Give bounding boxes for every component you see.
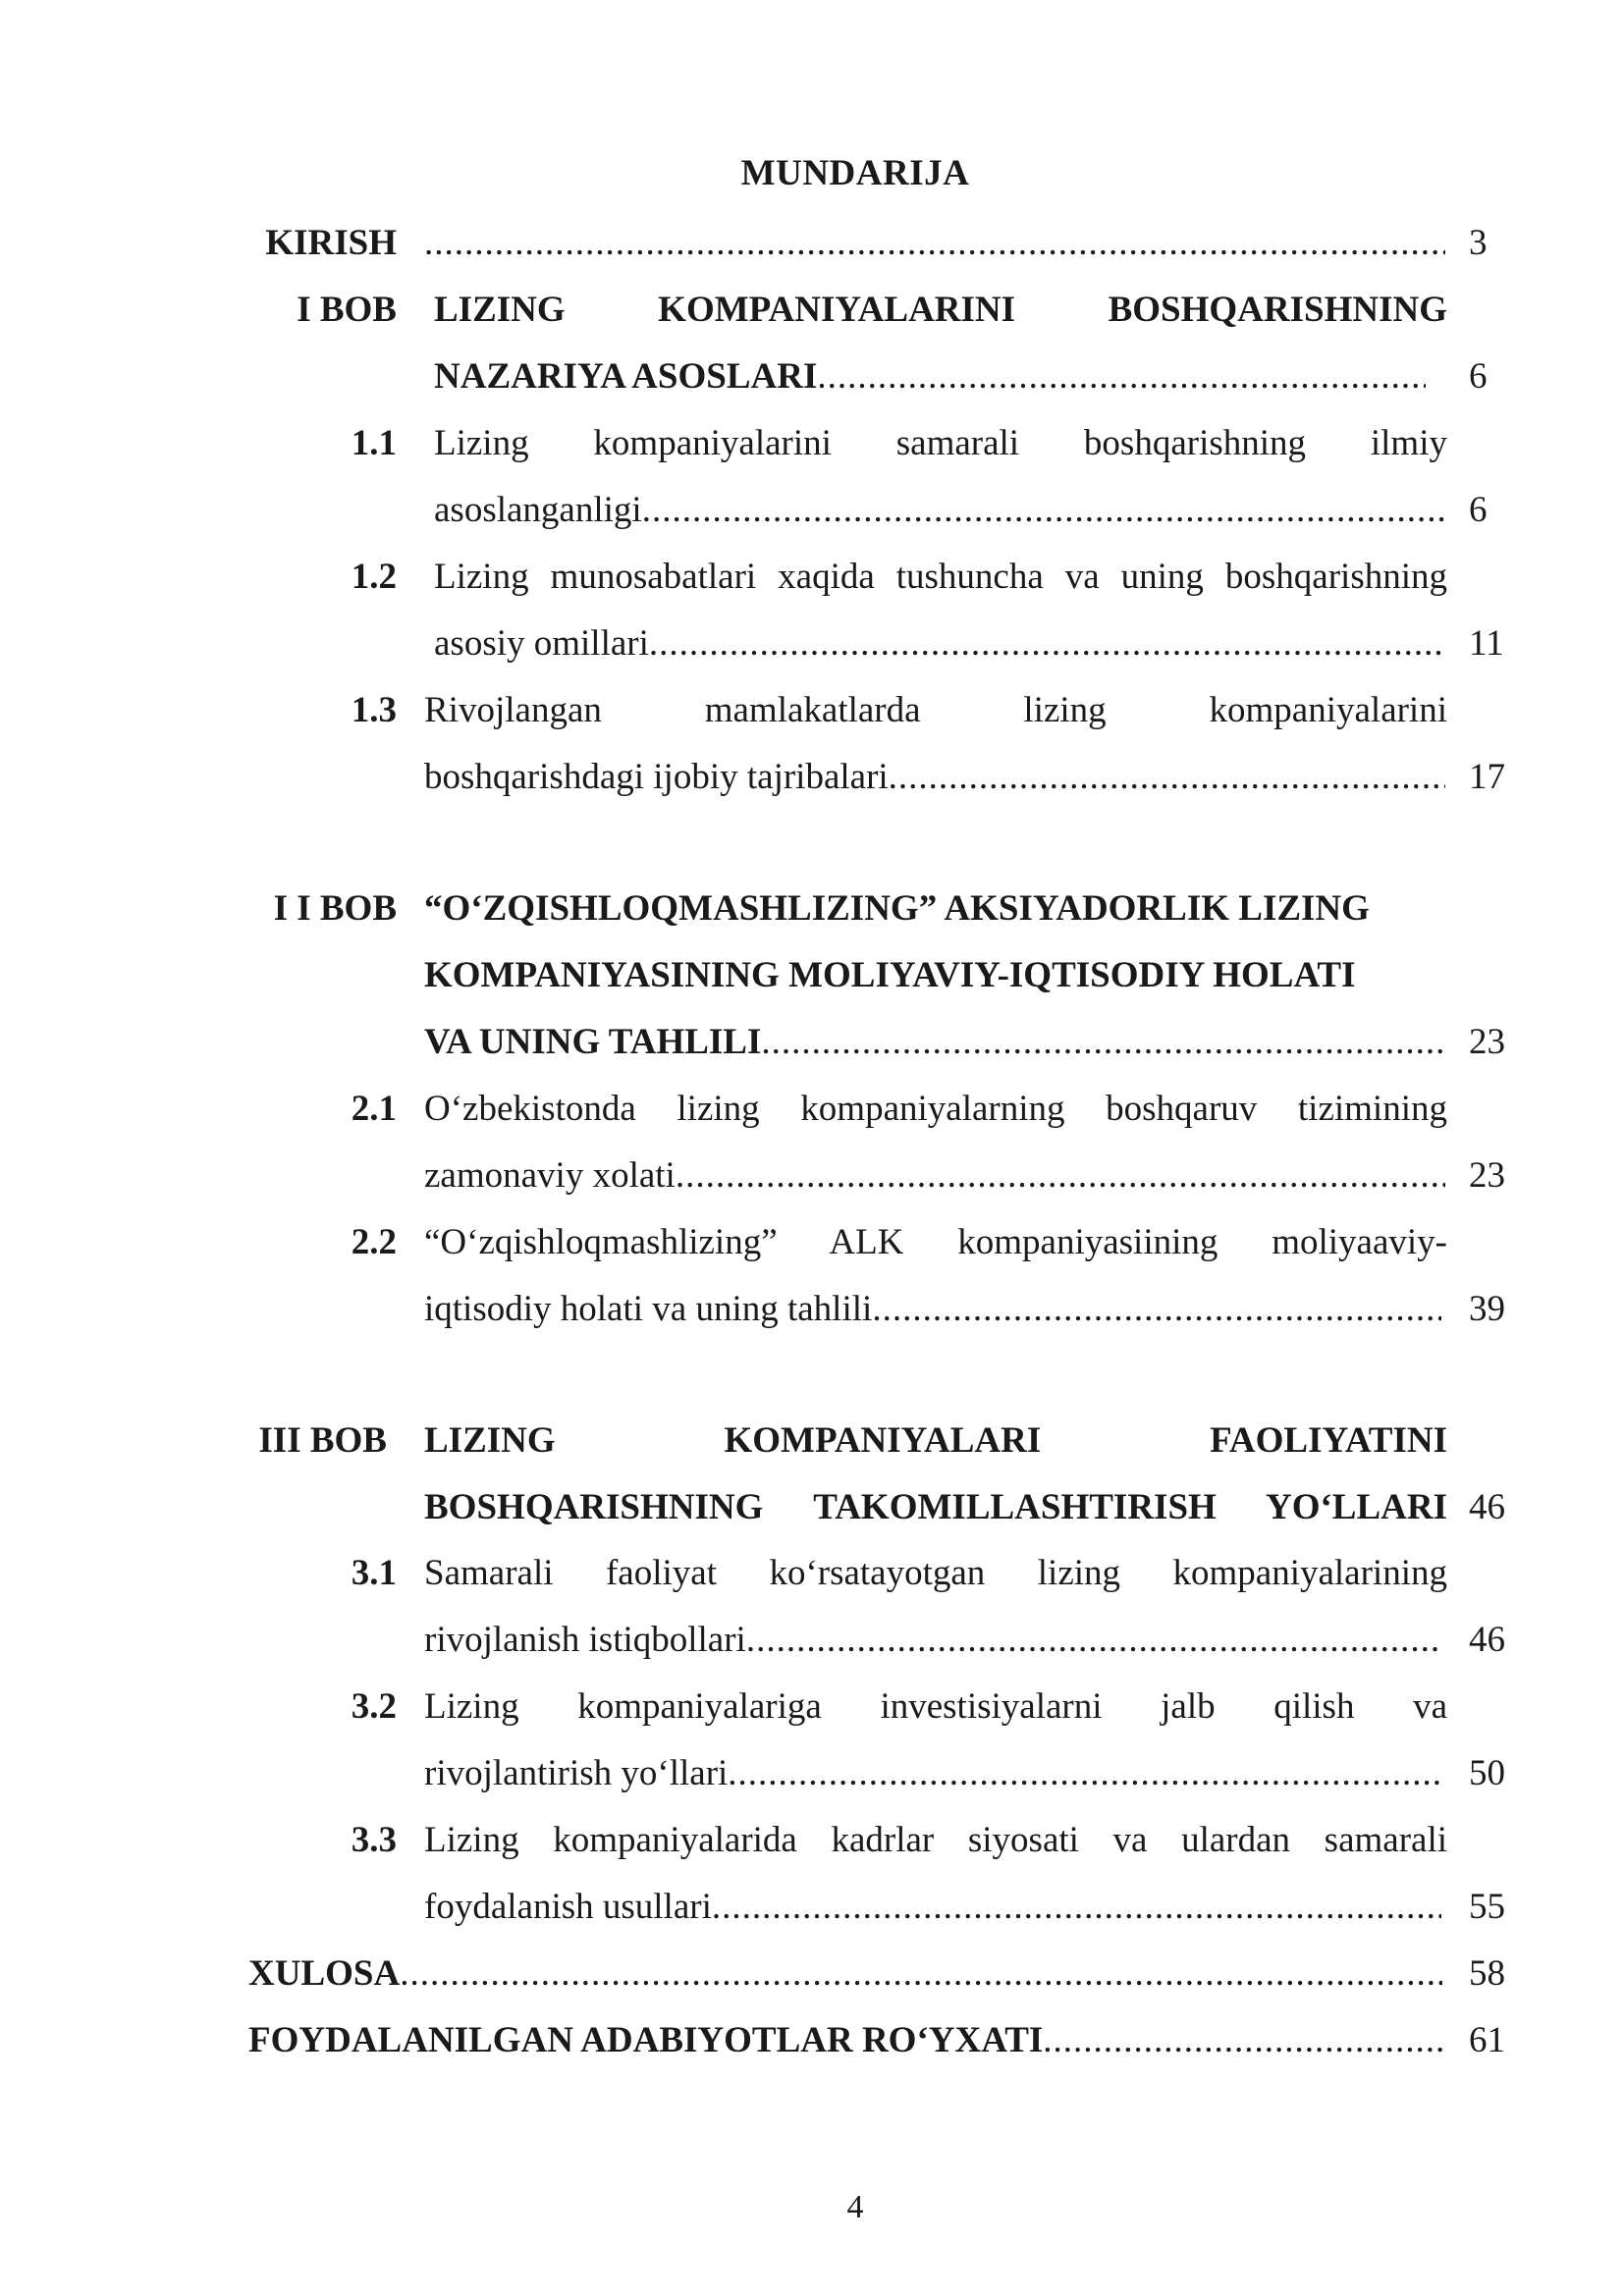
toc-leader xyxy=(424,214,1445,273)
toc-title: MUNDARIJA xyxy=(740,153,970,193)
toc-title-line: asoslanganligi ..... xyxy=(434,481,1445,540)
toc-label: I I BOB xyxy=(273,888,397,929)
toc-title-line: Lizing kompaniyalarida kadrlar siyosati va ulardan samarali xyxy=(424,1820,1447,1860)
toc-title-line: KOMPANIYASINING MOLIYAVIY-IQTISODIY HOLATI xyxy=(424,955,1356,995)
toc-label: 1.3 xyxy=(351,690,397,730)
toc-title-line: LIZING KOMPANIYALARI FAOLIYATINI xyxy=(424,1420,1447,1461)
toc-page-number: 39 xyxy=(1469,1289,1505,1329)
toc-title-line: Lizing kompaniyalarini samarali boshqarishning ilmiy xyxy=(434,423,1447,463)
toc-title-line: asosiy omillari ..... xyxy=(434,614,1445,673)
toc-label: 2.1 xyxy=(351,1089,397,1129)
toc-page-number: 46 xyxy=(1469,1487,1505,1527)
toc-title-line: boshqarishdagi ijobiy tajribalari ..... xyxy=(424,748,1445,807)
toc-label: 1.1 xyxy=(351,423,397,463)
toc-title-line: Samarali faoliyat ko‘rsatayotgan lizing kompaniyalarining xyxy=(424,1553,1447,1593)
toc-title-line: foydalanish usullari ..... xyxy=(424,1878,1441,1937)
toc-title-line: XULOSA ..... xyxy=(248,1945,1442,2003)
toc-title-line: FOYDALANILGAN ADABIYOTLAR RO‘YXATI ..... xyxy=(248,2011,1442,2070)
toc-title-line: Lizing kompaniyalariga investisiyalarni jalb qilish va xyxy=(424,1686,1447,1727)
toc-title-line: NAZARIYA ASOSLARI ..... xyxy=(434,347,1426,406)
toc-page-number: 11 xyxy=(1469,623,1504,664)
toc-title-line: BOSHQARISHNING TAKOMILLASHTIRISH YO‘LLARI xyxy=(424,1487,1447,1527)
page-number-footer: 4 xyxy=(846,2189,864,2225)
toc-title-line: Rivojlangan mamlakatlarda lizing kompaniyalarini xyxy=(424,690,1447,730)
toc-label: 3.1 xyxy=(351,1553,397,1593)
toc-page-number: 6 xyxy=(1469,356,1488,397)
toc-title-line: “O‘ZQISHLOQMASHLIZING” AKSIYADORLIK LIZING xyxy=(424,888,1370,929)
toc-title-line: iqtisodiy holati va uning tahlili ..... xyxy=(424,1280,1441,1339)
toc-label: III BOB xyxy=(258,1420,387,1461)
toc-label: I BOB xyxy=(297,290,397,330)
toc-label: 3.3 xyxy=(351,1820,397,1860)
toc-page-number: 55 xyxy=(1469,1887,1505,1927)
toc-label: 2.2 xyxy=(351,1222,397,1262)
toc-page-number: 50 xyxy=(1469,1753,1505,1793)
toc-title-line: LIZING KOMPANIYALARINI BOSHQARISHNING xyxy=(434,290,1447,330)
toc-title-line: VA UNING TAHLILI ..... xyxy=(424,1013,1445,1072)
toc-title-line: rivojlanish istiqbollari ..... xyxy=(424,1611,1441,1670)
toc-title-line: O‘zbekistonda lizing kompaniyalarning boshqaruv tizimining xyxy=(424,1089,1447,1129)
toc-page-number: 3 xyxy=(1469,223,1488,263)
toc-label: KIRISH xyxy=(265,223,397,263)
toc-title-line: rivojlantirish yo‘llari ..... xyxy=(424,1744,1441,1803)
toc-page-number: 61 xyxy=(1469,2020,1505,2060)
toc-page-number: 23 xyxy=(1469,1022,1505,1062)
toc-title-line: Lizing munosabatlari xaqida tushuncha va uning boshqarishning xyxy=(434,557,1447,597)
toc-title-line: “O‘zqishloqmashlizing” ALK kompaniyasiining moliyaaviy- xyxy=(424,1222,1447,1262)
toc-page-number: 23 xyxy=(1469,1155,1505,1196)
toc-title-line: zamonaviy xolati ..... xyxy=(424,1147,1445,1205)
toc-page-number: 17 xyxy=(1469,757,1505,797)
toc-label: 3.2 xyxy=(351,1686,397,1727)
toc-page-number: 46 xyxy=(1469,1620,1505,1660)
toc-page-number: 58 xyxy=(1469,1953,1505,1994)
toc-label: 1.2 xyxy=(351,557,397,597)
toc-page-number: 6 xyxy=(1469,490,1488,530)
